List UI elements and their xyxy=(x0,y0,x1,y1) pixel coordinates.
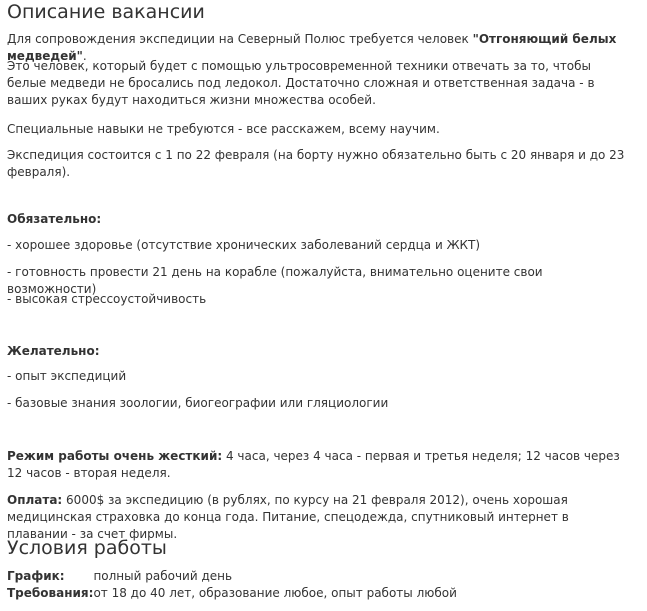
required-item: - высокая стрессоустойчивость xyxy=(7,292,207,306)
schedule-paragraph xyxy=(7,448,632,482)
intro-prefix: Для сопровождения экспедиции на Северный Полюс требуется человек xyxy=(7,32,473,46)
required-item: - готовность провести 21 день на корабле (пожалуйста, внимательно оцените свои возможности) xyxy=(7,265,543,296)
condition-label: Требования: xyxy=(7,586,94,600)
condition-value: полный рабочий день xyxy=(93,569,233,583)
required-heading-text: Обязательно: xyxy=(7,212,102,226)
job-title-quote: "Отгоняющий белых медведей" xyxy=(7,32,617,63)
pay-text: 6000$ за экспедицию (в рублях, по курсу на 21 февраля 2012), очень хорошая медицинская страховка до конца года. Питание, спецодежда, спутниковый интернет в плавании - за счет фирмы. xyxy=(7,493,569,541)
desired-item: - базовые знания зоологии, биогеографии или гляциологии xyxy=(7,396,389,410)
desired-heading xyxy=(7,343,632,360)
conditions-table xyxy=(7,568,457,602)
skills-paragraph: Специальные навыки не требуются - все расскажем, всему научим. xyxy=(7,122,440,136)
section-title-description: Описание вакансии xyxy=(7,1,205,23)
section-title-conditions: Условия работы xyxy=(7,537,167,559)
conditions-row xyxy=(7,568,457,585)
required-heading xyxy=(7,211,632,228)
dates-paragraph: Экспедиция состоится с 1 по 22 февраля (на борту нужно обязательно быть с 20 января и до 23 февраля). xyxy=(7,148,625,179)
desired-heading-text: Желательно: xyxy=(7,344,100,358)
role-description-paragraph: Это человек, который будет с помощью ультросовременной техники отвечать за то, чтобы белые медведи не бросались под ледокол. Достаточно сложная и ответственная задача - в ваших руках будут находиться жизни множества особей. xyxy=(7,59,595,107)
schedule-label: Режим работы очень жесткий: xyxy=(7,449,223,463)
condition-label: График: xyxy=(7,569,65,583)
pay-label: Оплата: xyxy=(7,493,63,507)
required-item: - хорошее здоровье (отсутствие хронических заболеваний сердца и ЖКТ) xyxy=(7,238,481,252)
intro-suffix: . xyxy=(82,49,87,63)
conditions-row xyxy=(7,585,457,602)
condition-value: от 18 до 40 лет, образование любое, опыт работы любой xyxy=(93,586,457,600)
desired-item: - опыт экспедиций xyxy=(7,369,127,383)
schedule-text: 4 часа, через 4 часа - первая и третья неделя; 12 часов через 12 часов - вторая неделя. xyxy=(7,449,620,480)
